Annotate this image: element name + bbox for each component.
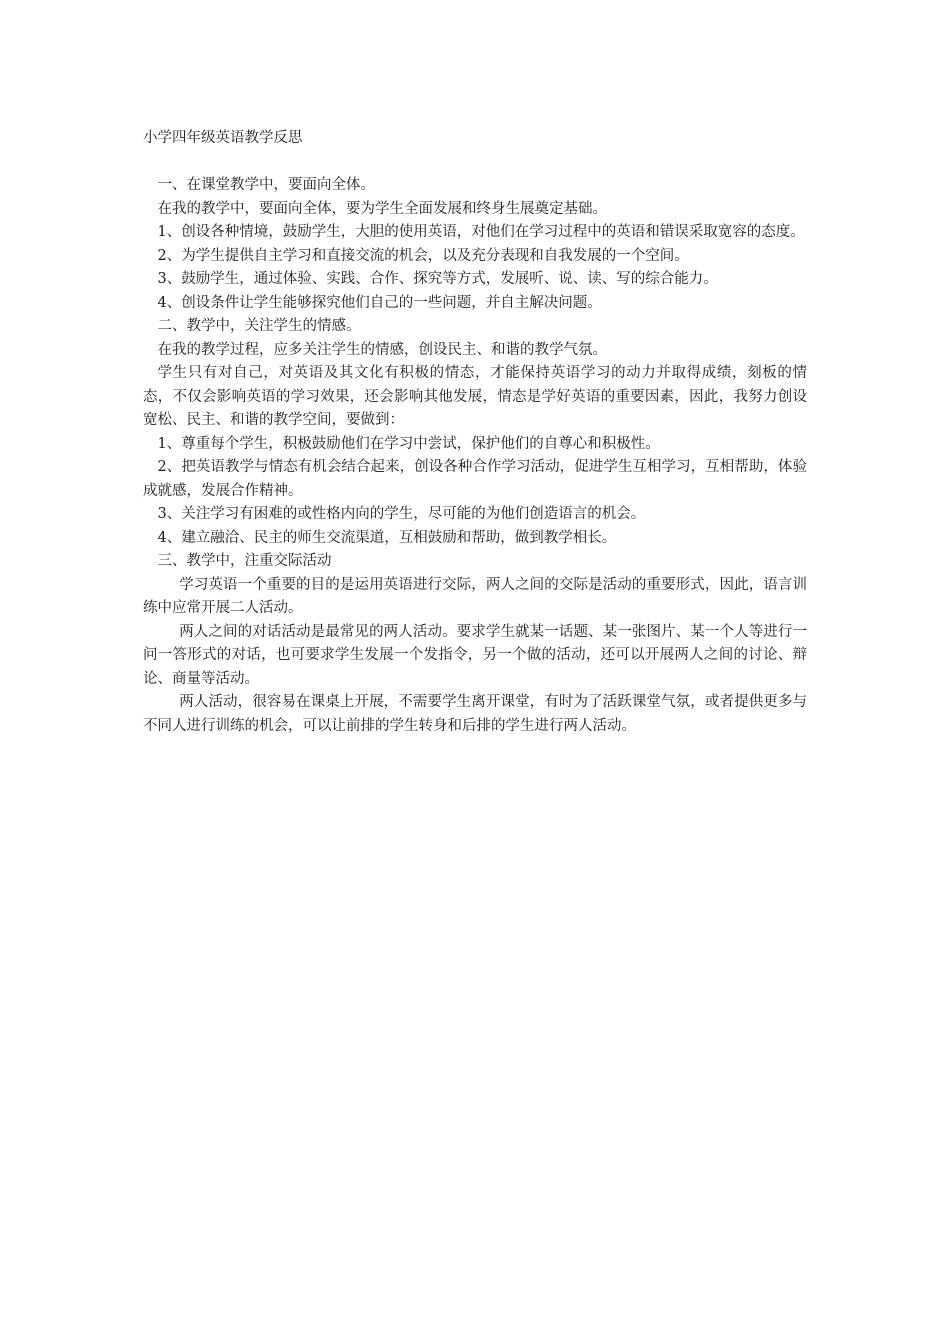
paragraph: 4、创设条件让学生能够探究他们自己的一些问题，并自主解决问题。: [157, 294, 602, 311]
paragraph: 3、鼓励学生，通过体验、实践、合作、探究等方式，发展听、说、读、写的综合能力。: [157, 271, 718, 287]
paragraph: 学习英语一个重要的目的是运用英语进行交际，两人之间的交际是活动的重要形式，因此，语言训练中应常开展二人活动。: [143, 576, 807, 616]
paragraph: 两人之间的对话活动是最常见的两人活动。要求学生就某一话题、某一张图片、某一个人等进行一问一答形式的对话，也可要求学生发展一个发指令，另一个做的活动，还可以开展两人之间的讨论、辩论、商量等活动。: [143, 623, 807, 687]
paragraph: 1、创设各种情境，鼓励学生，大胆的使用英语，对他们在学习过程中的英语和错误采取宽容的态度。: [157, 224, 805, 240]
paragraph: 4、建立融洽、民主的师生交流渠道，互相鼓励和帮助，做到教学相长。: [157, 529, 617, 546]
document-title: 小学四年级英语教学反思: [143, 130, 303, 146]
paragraph: 两人活动，很容易在课桌上开展，不需要学生离开课堂，有时为了活跃课堂气氛，或者提供更多与不同人进行训练的机会，可以让前排的学生转身和后排的学生进行两人活动。: [143, 694, 807, 734]
paragraph: 2、为学生提供自主学习和直接交流的机会，以及充分表现和自我发展的一个空间。: [157, 247, 689, 264]
paragraph: 3、关注学习有困难的或性格内向的学生，尽可能的为他们创造语言的机会。: [157, 506, 646, 522]
paragraph: 在我的教学过程，应多关注学生的情感，创设民主、和谐的教学气氛。: [157, 341, 607, 358]
paragraph: 学生只有对自己，对英语及其文化有积极的情态，才能保持英语学习的动力并取得成绩，刻板的情态，不仅会影响英语的学习效果，还会影响其他发展，情态是学好英语的重要因素，因此，我努力创设宽松、民主、和谐的教学空间，要做到：: [143, 365, 807, 428]
paragraph: 在我的教学中，要面向全体，要为学生全面发展和终身生展奠定基础。: [157, 200, 607, 217]
section-heading: 二、教学中，关注学生的情感。: [157, 318, 361, 334]
document-body: [143, 127, 807, 738]
section-heading: 三、教学中，注重交际活动: [157, 553, 332, 569]
paragraph: 一、在课堂教学中，要面向全体。: [157, 177, 375, 193]
paragraph: 1、尊重每个学生，积极鼓励他们在学习中尝试，保护他们的自尊心和积极性。: [157, 435, 660, 452]
paragraph: 2、把英语教学与情态有机会结合起来，创设各种合作学习活动，促进学生互相学习，互相帮助，体验成就感，发展合作精神。: [143, 459, 807, 499]
